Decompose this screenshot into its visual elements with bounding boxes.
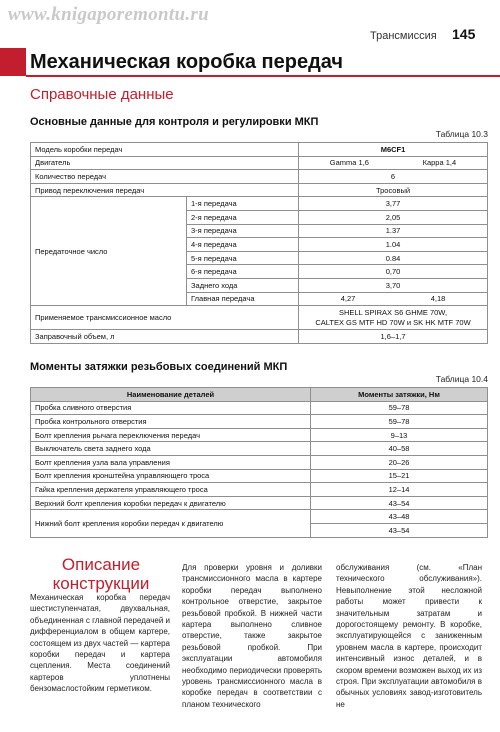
table-row bbox=[31, 455, 488, 469]
table-cell: Гайка крепления держателя управляющего троса bbox=[31, 483, 311, 497]
table-cell: Пробка сливного отверстия bbox=[31, 401, 311, 415]
table-cell: 6-я передача bbox=[187, 265, 299, 279]
table-header-row bbox=[31, 388, 488, 402]
body-text-column-2: Для проверки уровня и доливки трансмиссионного масла в картере коробки передач выполнено контрольное отверстие, закрытое резьбовой пробкой. В нижней части картера выполнено сливное отверстие, также закрытое резьбовой пробкой. При эксплуатации автомобиля необходимо периодически проверять уровень трансмиссионного масла в коробке передач в соответствии с планом технического bbox=[182, 563, 322, 709]
table-cell: 0,70 bbox=[299, 265, 488, 279]
table-cell: Передаточное число bbox=[31, 197, 187, 306]
table-cell bbox=[299, 292, 488, 306]
cell-value: 4,18 bbox=[430, 294, 446, 304]
table-cell: 2,05 bbox=[299, 210, 488, 224]
table-cell: 20–26 bbox=[311, 455, 488, 469]
body-text-column-3: обслуживания (см. «План технического обслуживания»). Невыполнение этой несложной работы может привести к значительным затратам и дорогостоящему ремонту. В коробке, эксплуатирующейся с заниженным уровнем масла в картере, происходит интенсивный износ деталей, и в скором времени возможен выход их из строя. При эксплуатации автомобиля в обычных условиях завод-изготовитель не bbox=[336, 563, 482, 709]
table-cell: Болт крепления рычага переключения передач bbox=[31, 428, 311, 442]
table-cell: 43–54 bbox=[311, 523, 488, 537]
cell-value: Gamma 1,6 bbox=[329, 158, 369, 168]
title-bar bbox=[0, 48, 500, 78]
site-watermark: www.knigaporemontu.ru bbox=[8, 4, 209, 25]
table-cell: 3-я передача bbox=[187, 224, 299, 238]
table-cell: 43–48 bbox=[311, 510, 488, 524]
table-cell: 1.37 bbox=[299, 224, 488, 238]
table-cell: Двигатель bbox=[31, 156, 299, 170]
table-row bbox=[31, 401, 488, 415]
table-row bbox=[31, 415, 488, 429]
table-row bbox=[31, 496, 488, 510]
table-row bbox=[31, 469, 488, 483]
table-row bbox=[31, 143, 488, 157]
oil-line-2: CALTEX GS MTF HD 70W и SK HK MTF 70W bbox=[315, 317, 471, 327]
table-row bbox=[31, 156, 488, 170]
table-cell: Нижний болт крепления коробки передач к двигателю bbox=[31, 510, 311, 537]
table-row bbox=[31, 170, 488, 184]
table-row bbox=[31, 306, 488, 330]
table-cell: 3,70 bbox=[299, 278, 488, 292]
table-cell: Болт крепления узла вала управления bbox=[31, 455, 311, 469]
cell-value: 4,27 bbox=[340, 294, 356, 304]
table-cell: 43–54 bbox=[311, 496, 488, 510]
table-cell: Пробка контрольного отверстия bbox=[31, 415, 311, 429]
table-cell: 5-я передача bbox=[187, 251, 299, 265]
table2-number: Таблица 10.4 bbox=[435, 374, 488, 384]
table-cell: 0.84 bbox=[299, 251, 488, 265]
body-text-column-1: Механическая коробка передач шестиступенчатая, двухвальная, объединенная с главной передачей и дифференциалом в общем картере, состоящем из двух частей — картера коробки передач и картера сцепления. Места соединений картеров уплотнены бензомаслостойким герметиком. bbox=[30, 593, 170, 694]
table-cell: Главная передача bbox=[187, 292, 299, 306]
table-cell: 59–78 bbox=[311, 401, 488, 415]
table-cell bbox=[299, 156, 488, 170]
table2-heading: Моменты затяжки резьбовых соединений МКП bbox=[30, 361, 288, 373]
table-cell: 40–58 bbox=[311, 442, 488, 456]
table-cell: Количество передач bbox=[31, 170, 299, 184]
running-header-section: Трансмиссия bbox=[370, 30, 437, 42]
table-cell: Привод переключения передач bbox=[31, 183, 299, 197]
column-header: Наименование деталей bbox=[31, 388, 311, 402]
table-cell: Болт крепления кронштейна управляющего троса bbox=[31, 469, 311, 483]
table1-number: Таблица 10.3 bbox=[435, 129, 488, 139]
table-cell: 6 bbox=[299, 170, 488, 184]
title-rule bbox=[26, 75, 500, 77]
table-cell: 1,6–1,7 bbox=[299, 330, 488, 344]
table-row bbox=[31, 510, 488, 524]
table-cell: 3,77 bbox=[299, 197, 488, 211]
table-cell: 2-я передача bbox=[187, 210, 299, 224]
description-heading: Описание конструкции bbox=[52, 555, 150, 593]
specs-table bbox=[30, 142, 488, 344]
table-row bbox=[31, 428, 488, 442]
page-title: Механическая коробка передач bbox=[30, 51, 344, 73]
table-cell: 59–78 bbox=[311, 415, 488, 429]
table-row bbox=[31, 483, 488, 497]
torque-table bbox=[30, 387, 488, 538]
table-cell bbox=[299, 306, 488, 330]
table-cell: 15–21 bbox=[311, 469, 488, 483]
page-number: 145 bbox=[452, 26, 476, 42]
table-cell: Применяемое трансмиссионное масло bbox=[31, 306, 299, 330]
oil-line-1: SHELL SPIRAX S6 GHME 70W, bbox=[338, 307, 448, 317]
table-cell: 1-я передача bbox=[187, 197, 299, 211]
table-cell: 4-я передача bbox=[187, 238, 299, 252]
table-cell: Заправочный объем, л bbox=[31, 330, 299, 344]
table-cell: 9–13 bbox=[311, 428, 488, 442]
cell-value: Карра 1,4 bbox=[422, 158, 457, 168]
table-cell: 12–14 bbox=[311, 483, 488, 497]
title-accent-block bbox=[0, 48, 26, 76]
table-row bbox=[31, 330, 488, 344]
table1-heading: Основные данные для контроля и регулировки МКП bbox=[30, 116, 319, 128]
table-cell: M6CF1 bbox=[299, 143, 488, 157]
subsection-title: Справочные данные bbox=[30, 86, 174, 103]
table-row bbox=[31, 197, 488, 211]
table-cell: Тросовый bbox=[299, 183, 488, 197]
table-row bbox=[31, 183, 488, 197]
table-cell: Верхний болт крепления коробки передач к двигателю bbox=[31, 496, 311, 510]
table-cell: Выключатель света заднего хода bbox=[31, 442, 311, 456]
table-cell: 1.04 bbox=[299, 238, 488, 252]
table-cell: Заднего хода bbox=[187, 278, 299, 292]
table-cell: Модель коробки передач bbox=[31, 143, 299, 157]
table-row bbox=[31, 442, 488, 456]
column-header: Моменты затяжки, Нм bbox=[311, 388, 488, 402]
